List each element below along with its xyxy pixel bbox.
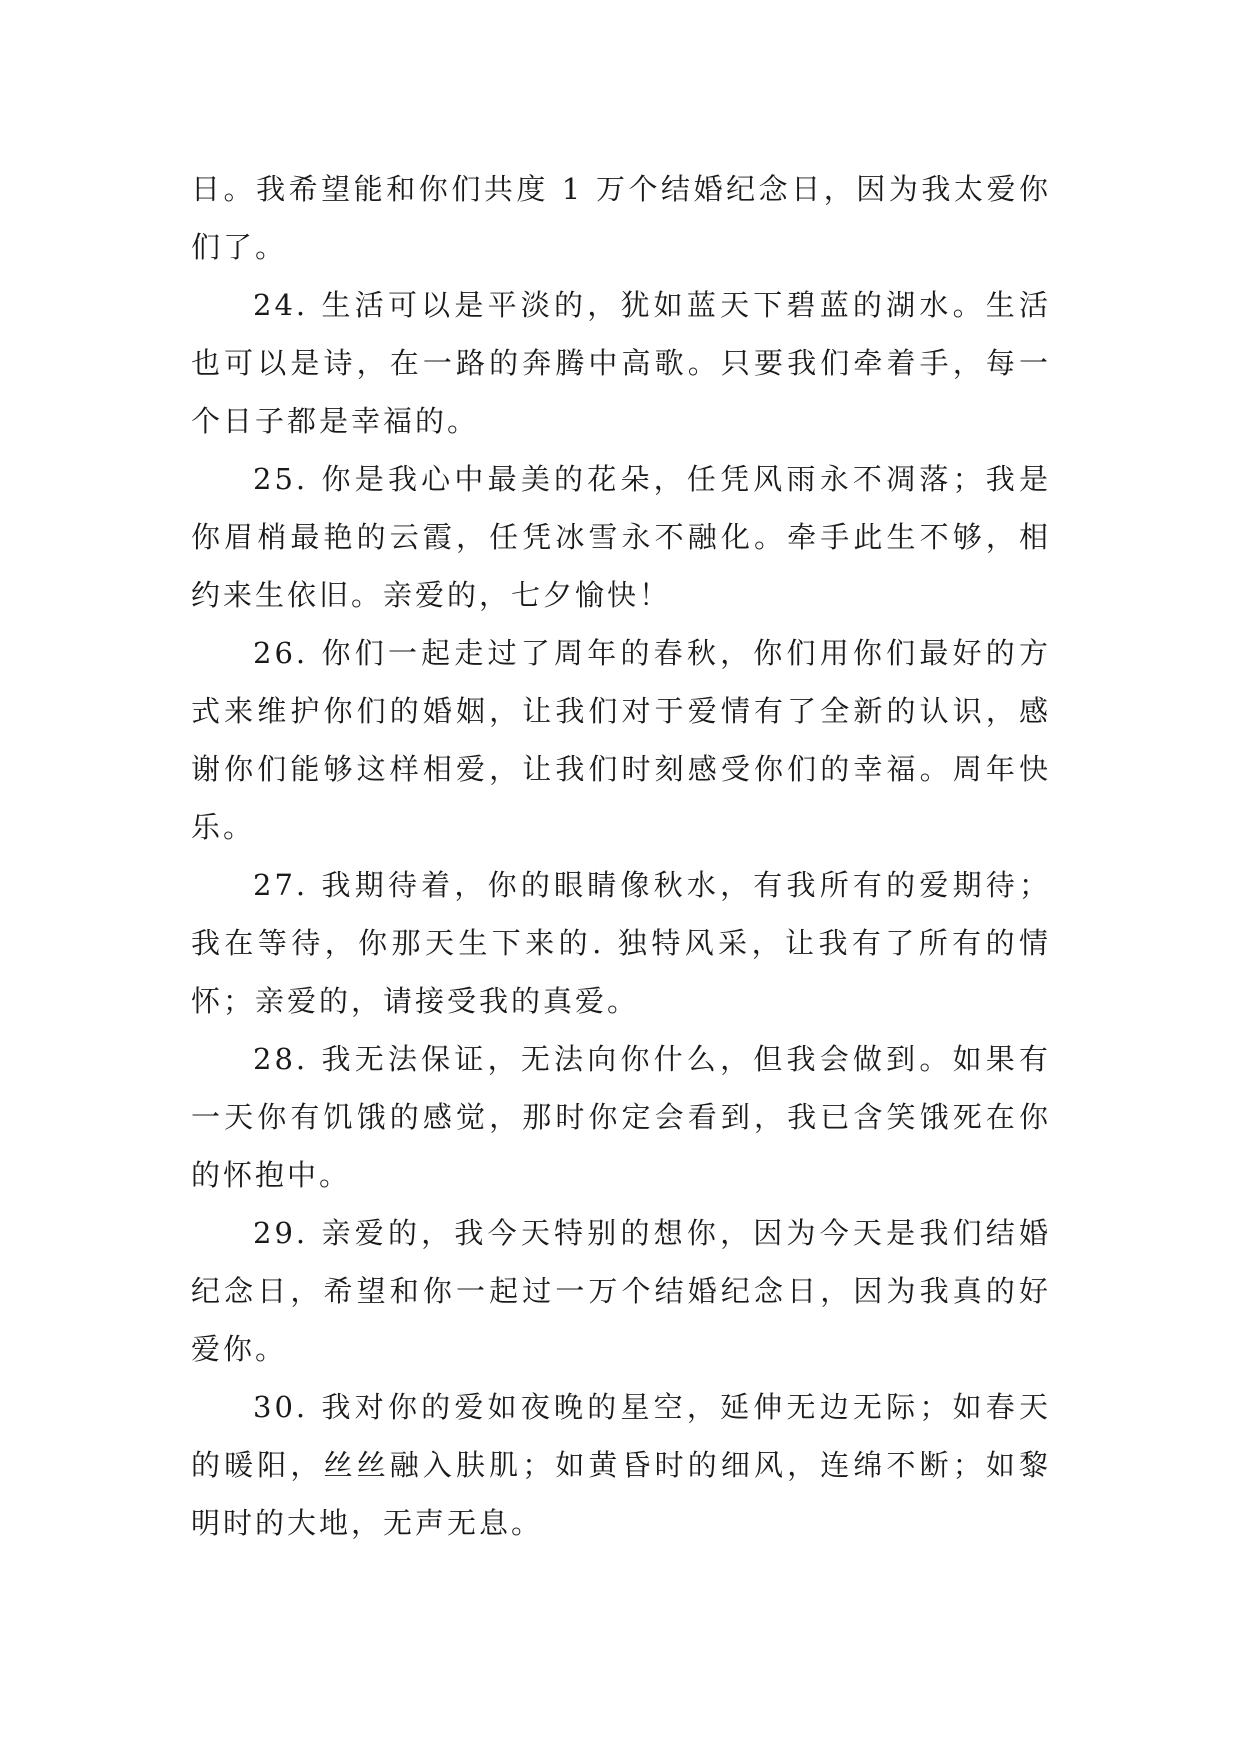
paragraph-continued: 日。我希望能和你们共度 1 万个结婚纪念日，因为我太爱你们了。	[191, 172, 1051, 264]
paragraph-27: 27. 我期待着，你的眼睛像秋水，有我所有的爱期待；我在等待，你那天生下来的. 独特风采，让我有了所有的情怀；亲爱的，请接受我的真爱。	[191, 868, 1051, 1018]
paragraph-26: 26. 你们一起走过了周年的春秋，你们用你们最好的方式来维护你们的婚姻，让我们对于爱情有了全新的认识，感谢你们能够这样相爱，让我们时刻感受你们的幸福。周年快乐。	[191, 636, 1051, 844]
document-body	[191, 160, 1051, 1552]
paragraph-28: 28. 我无法保证，无法向你什么，但我会做到。如果有一天你有饥饿的感觉，那时你定会看到，我已含笑饿死在你的怀抱中。	[191, 1042, 1051, 1192]
paragraph-25: 25. 你是我心中最美的花朵，任凭风雨永不凋落；我是你眉梢最艳的云霞，任凭冰雪永不融化。牵手此生不够，相约来生依旧。亲爱的，七夕愉快！	[191, 462, 1051, 612]
paragraph-30: 30. 我对你的爱如夜晚的星空，延伸无边无际；如春天的暖阳，丝丝融入肤肌；如黄昏时的细风，连绵不断；如黎明时的大地，无声无息。	[191, 1390, 1051, 1540]
paragraph-29: 29. 亲爱的，我今天特别的想你，因为今天是我们结婚纪念日，希望和你一起过一万个结婚纪念日，因为我真的好爱你。	[191, 1216, 1051, 1366]
paragraph-24: 24. 生活可以是平淡的，犹如蓝天下碧蓝的湖水。生活也可以是诗，在一路的奔腾中高歌。只要我们牵着手，每一个日子都是幸福的。	[191, 288, 1051, 438]
